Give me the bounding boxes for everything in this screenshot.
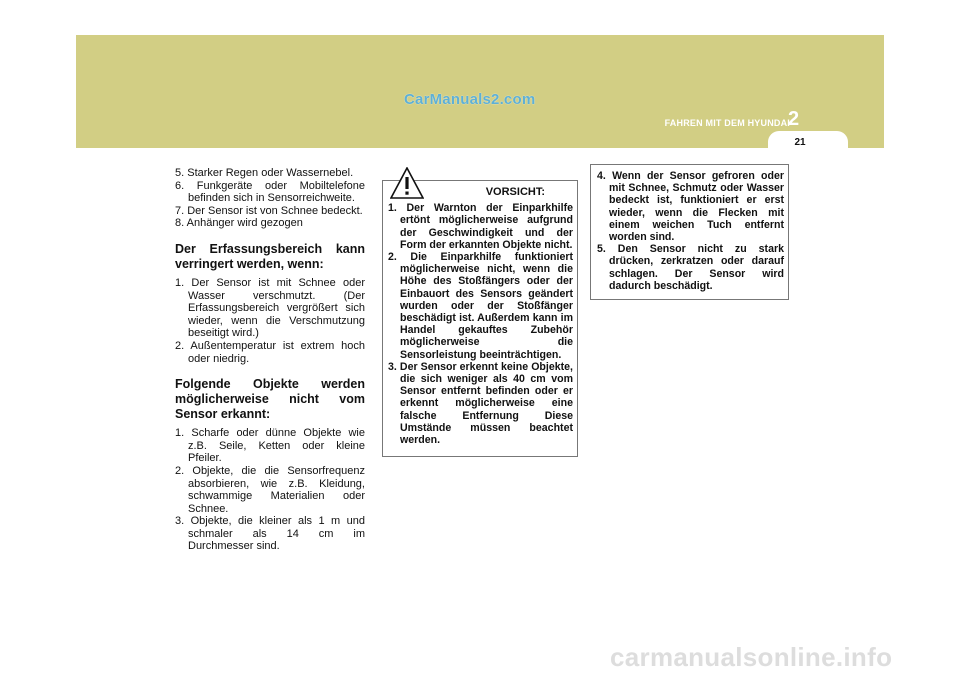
list-item: 1. Der Sensor ist mit Schnee oder Wasser verschmutzt. (Der Erfassungsbereich vergrößert sich wieder, wenn die Verschmutzung beseitigt wird.)	[175, 276, 365, 340]
list-item: 6. Funkgeräte oder Mobiltelefone befinden sich in Sensorreichweite.	[175, 179, 365, 205]
watermark-link[interactable]: CarManuals2.com	[404, 91, 536, 108]
chapter-title: FAHREN MIT DEM HYUNDAI	[664, 118, 790, 128]
list-item: 5. Den Sensor nicht zu stark drücken, zerkratzen oder darauf schlagen. Der Sensor wird dadurch beschädigt.	[597, 243, 784, 292]
list-item: 5. Starker Regen oder Wassernebel.	[175, 167, 354, 179]
list-item: 8. Anhänger wird gezogen	[175, 217, 303, 230]
column-left	[175, 167, 365, 553]
list-item: 3. Objekte, die kleiner als 1 m und schmaler als 14 cm im Durchmesser sind.	[175, 515, 365, 553]
warning-list	[388, 202, 573, 446]
intro-list	[175, 167, 365, 230]
list-item: 7. Der Sensor ist von Schnee bedeckt.	[175, 204, 363, 217]
list-item: 3. Der Sensor erkennt keine Objekte, die sich weniger als 40 cm vom Sensor entfernt befinden oder er erkennt möglicherweise eine falsche Entfernung Diese Umstände müssen beachtet werden.	[388, 360, 573, 447]
list-item: 1. Der Warnton der Einparkhilfe ertönt möglicherweise aufgrund der Geschwindigkeit und der Form der erkannten Objekte nicht.	[388, 202, 573, 251]
section-heading: Der Erfassungsbereich kann verringert werden, wenn:	[175, 241, 365, 271]
list-item: 2. Außentemperatur ist extrem hoch oder niedrig.	[175, 339, 365, 365]
section-heading: Folgende Objekte werden möglicherweise nicht vom Sensor erkannt:	[175, 377, 365, 422]
warning-box	[382, 180, 578, 457]
warning-triangle-icon	[390, 167, 424, 199]
chapter-number: 2	[788, 108, 800, 130]
reduced-range-list	[175, 277, 365, 365]
list-item: 4. Wenn der Sensor gefroren oder mit Schnee, Schmutz oder Wasser bedeckt ist, funktioniert er erst wieder, wenn die Flecken mit einem weichen Tuch entfernt worden sind.	[597, 170, 784, 244]
page-number: 21	[794, 137, 806, 148]
warning-title: VORSICHT:	[485, 186, 545, 198]
list-item: 1. Scharfe oder dünne Objekte wie z.B. Seile, Ketten oder kleine Pfeiler.	[175, 427, 365, 465]
list-item: 2. Die Einparkhilfe funktioniert möglicherweise nicht, wenn die Höhe des Stoßfängers oder der Einbauort des Sensors geändert wurden oder der Stoßfänger beschädigt ist. Außerdem kann im Handel gekauftes Zubehör möglicherweise die Sensorleistung beeinträchtigen.	[388, 251, 573, 361]
list-item: 2. Objekte, die die Sensorfrequenz absorbieren, wie z.B. Kleidung, schwammige Materialien oder Schnee.	[175, 464, 365, 515]
note-box	[590, 164, 789, 300]
footer-watermark: carmanualsonline.info	[610, 642, 893, 672]
note-list	[597, 170, 784, 292]
undetected-objects-list	[175, 427, 365, 553]
